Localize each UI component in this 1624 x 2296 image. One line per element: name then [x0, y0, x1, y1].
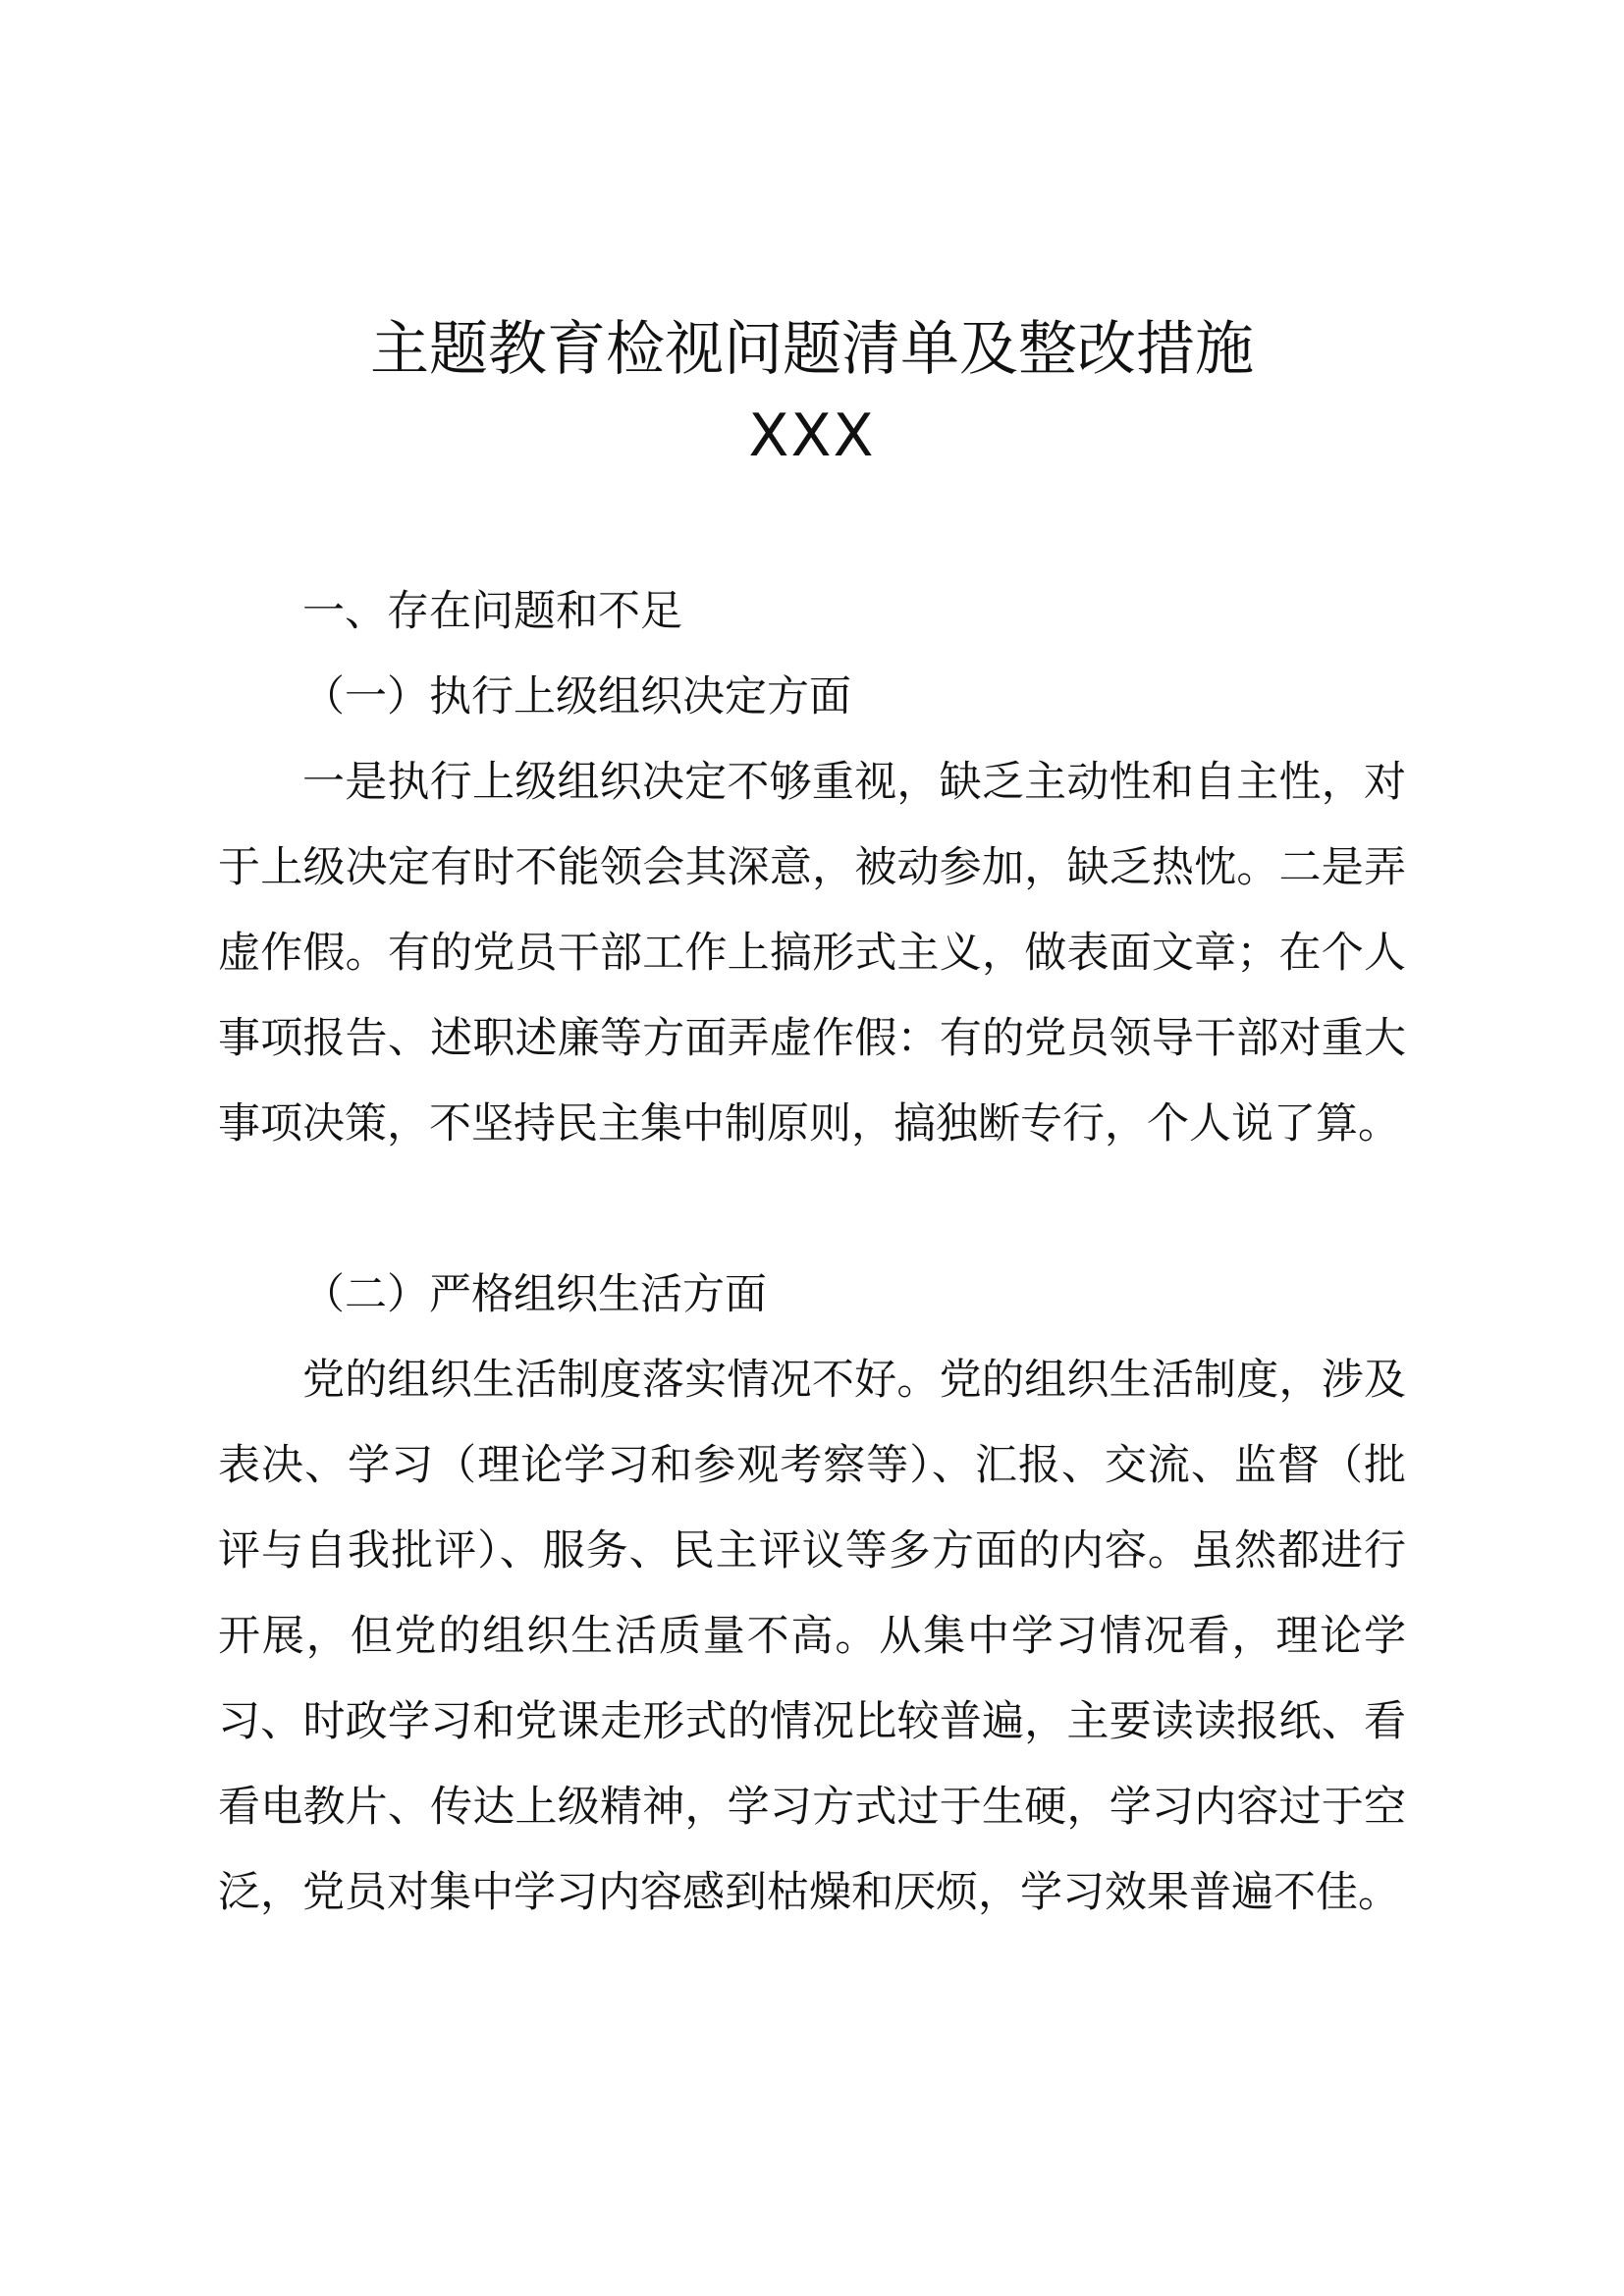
- subsection-paragraph-1: 一是执行上级组织决定不够重视，缺乏主动性和自主性，对于上级决定有时不能领会其深意，被动参加，缺乏热忱。二是弄虚作假。有的党员干部工作上搞形式主义，做表面文章；在个人事项报告、述职述廉等方面弄虚作假：有的党员领导干部对重大事项决策，不坚持民主集中制原则，搞独断专行，个人说了算。: [218, 758, 1406, 1148]
- subsection-heading-1: （一）执行上级组织决定方面: [302, 672, 851, 721]
- document-author: XXX: [748, 401, 876, 470]
- section-heading: 一、存在问题和不足: [302, 587, 682, 636]
- subsection-heading-2: （二）严格组织生活方面: [302, 1270, 767, 1319]
- subsection-paragraph-2: 党的组织生活制度落实情况不好。党的组织生活制度，涉及表决、学习（理论学习和参观考察等）、汇报、交流、监督（批评与自我批评）、服务、民主评议等多方面的内容。虽然都进行开展，但党的组织生活质量不高。从集中学习情况看，理论学习、时政学习和党课走形式的情况比较普遍，主要读读报纸、看看电教片、传达上级精神，学习方式过于生硬，学习内容过于空泛，党员对集中学习内容感到枯燥和厌烦，学习效果普遍不佳。: [218, 1356, 1406, 1917]
- document-title: 主题教育检视问题清单及整改措施: [370, 315, 1254, 384]
